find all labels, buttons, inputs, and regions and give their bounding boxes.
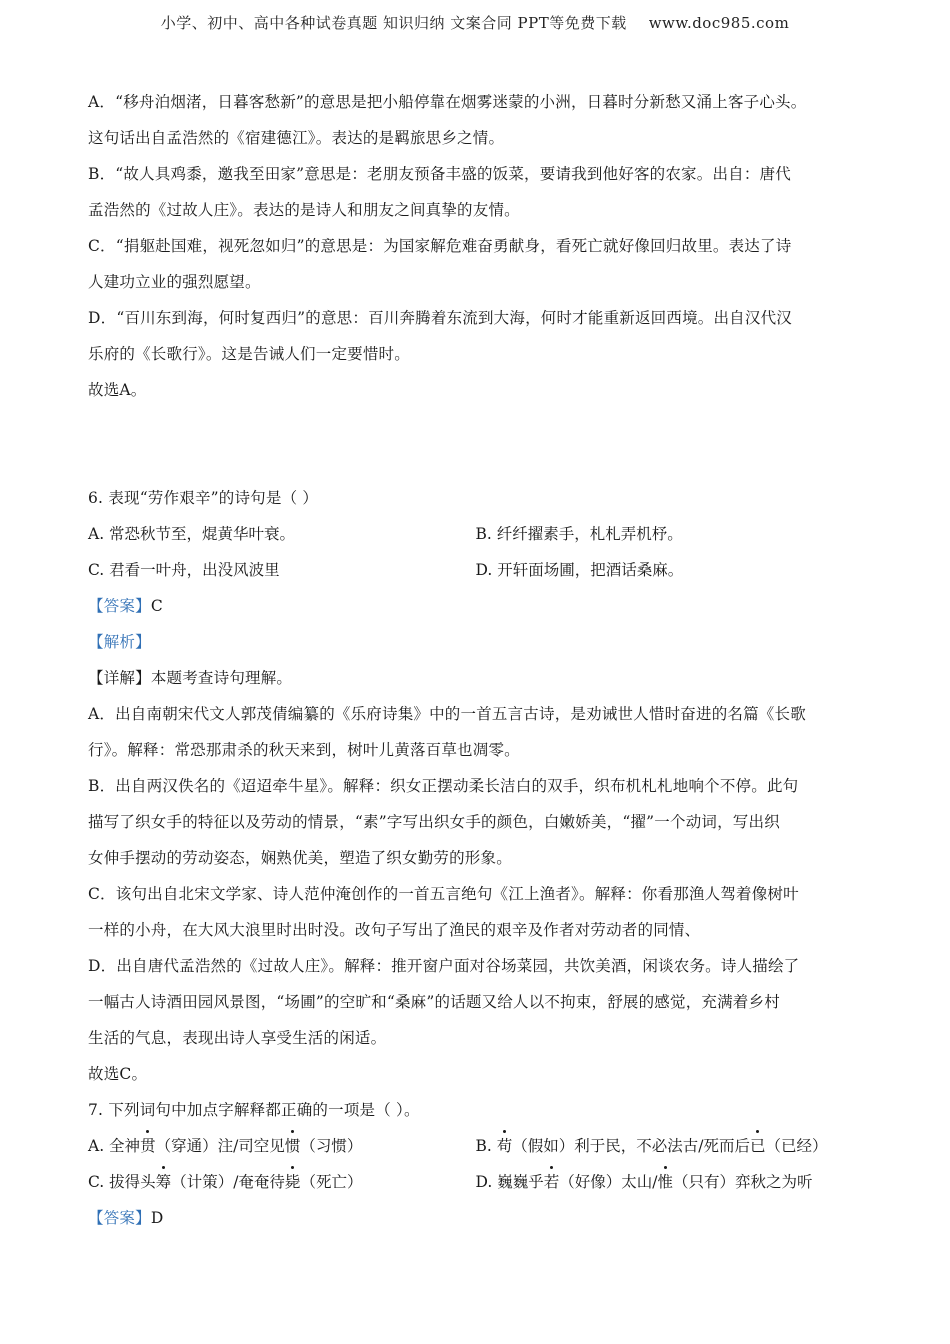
q7-option-a-prefix: A. 全神 [88, 1137, 141, 1155]
q6-options-row-2 [88, 552, 863, 588]
document-body [88, 84, 863, 1236]
page-header [0, 12, 950, 33]
q7-option-b [476, 1128, 864, 1164]
q7-option-a [88, 1128, 476, 1164]
prev-explanation-c-line1: C．“捐躯赴国难，视死忽如归”的意思是：为国家解危难奋勇献身，看死亡就好像回归故里。表达了诗 [88, 237, 792, 255]
q6-detail-b-line2: 描写了织女手的特征以及劳动的情景，“素”字写出织女手的颜色，白嫩娇美，“擢”一个动词，写出织 [88, 813, 780, 831]
q7-options-row-2 [88, 1164, 863, 1200]
q6-detail-d-line1: D．出自唐代孟浩然的《过故人庄》。解释：推开窗户面对谷场菜园，共饮美酒，闲谈农务。诗人描绘了 [88, 957, 800, 975]
q6-option-a: A. 常恐秋节至，焜黄华叶衰。 [88, 525, 296, 543]
q7-option-c-prefix: C. 拔得头 [88, 1173, 156, 1191]
header-site: www.doc985.com [648, 14, 790, 32]
q7-option-b-suffix: （已经） [765, 1137, 828, 1155]
q7-option-c-middle: （计策）/奄奄待 [171, 1173, 285, 1191]
prev-explanation-b-line1: B．“故人具鸡黍，邀我至田家”意思是：老朋友预备丰盛的饭菜，要请我到他好客的农家。出自：唐代 [88, 165, 791, 183]
q6-detail [88, 660, 863, 696]
q6-detail-tag: 【详解】 [88, 669, 151, 687]
prev-explanation-b-line2: 孟浩然的《过故人庄》。表达的是诗人和朋友之间真挚的友情。 [88, 201, 520, 219]
q6-answer-tag: 【答案】 [88, 597, 151, 615]
q7-option-b-dotted-char-2: 已 [750, 1128, 766, 1164]
q6-answer [88, 588, 863, 624]
prev-conclusion: 故选A。 [88, 381, 147, 399]
q6-answer-value: C [150, 597, 163, 615]
q7-option-b-prefix: B. [475, 1137, 497, 1155]
q7-options-row-1 [88, 1128, 863, 1164]
q6-option-c: C. 君看一叶舟，出没风波里 [88, 561, 280, 579]
q7-option-a-middle: （穿通）注/司空见 [155, 1137, 285, 1155]
q6-option-b: B. 纤纤擢素手，札札弄机杼。 [475, 525, 683, 543]
q6-options-row-1 [88, 516, 863, 552]
prev-explanation-d-line1: D．“百川东到海，何时复西归”的意思：百川奔腾着东流到大海，何时才能重新返回西境。出自汉代汉 [88, 309, 792, 327]
q6-stem: 6. 表现“劳作艰辛”的诗句是（ ） [88, 489, 319, 507]
q7-answer [88, 1200, 863, 1236]
q6-detail-d-line2: 一幅古人诗酒田园风景图，“场圃”的空旷和“桑麻”的话题又给人以不拘束，舒展的感觉，充满着乡村 [88, 993, 780, 1011]
q6-detail-c-line2: 一样的小舟，在大风大浪里时出时没。改句子写出了渔民的艰辛及作者对劳动者的同情、 [88, 921, 701, 939]
q7-option-c-dotted-char-1: 筹 [156, 1164, 172, 1200]
q7-option-c [88, 1164, 476, 1200]
q7-option-a-dotted-char-1: 贯 [140, 1128, 156, 1164]
q6-detail-a-line2: 行》。解释：常恐那肃杀的秋天来到，树叶儿黄落百草也凋零。 [88, 741, 520, 759]
prev-explanation-d-line2: 乐府的《长歌行》。这是告诫人们一定要惜时。 [88, 345, 410, 363]
q7-option-a-dotted-char-2: 惯 [285, 1128, 301, 1164]
prev-explanation-a-line1: A．“移舟泊烟渚，日暮客愁新”的意思是把小船停靠在烟雾迷蒙的小洲，日暮时分新愁又涌上客子心头。 [88, 93, 807, 111]
q7-option-d-dotted-char-2: 惟 [657, 1164, 673, 1200]
q6-analysis-tag: 【解析】 [88, 633, 151, 651]
q6-detail-d-line3: 生活的气息，表现出诗人享受生活的闲适。 [88, 1029, 387, 1047]
q7-option-d-suffix: （只有）弈秋之为听 [673, 1173, 813, 1191]
q7-option-c-dotted-char-2: 毙 [285, 1164, 301, 1200]
prev-explanation-a-line2: 这句话出自孟浩然的《宿建德江》。表达的是羁旅思乡之情。 [88, 129, 505, 147]
q7-answer-value: D [150, 1209, 164, 1227]
header-text: 小学、初中、高中各种试卷真题 知识归纳 文案合同 PPT等免费下载 [160, 14, 627, 32]
q7-option-c-suffix: （死亡） [300, 1173, 363, 1191]
q6-conclusion: 故选C。 [88, 1065, 148, 1083]
q7-option-d-dotted-char-1: 若 [544, 1164, 560, 1200]
q6-detail-b-line1: B．出自两汉佚名的《迢迢牵牛星》。解释：织女正摆动柔长洁白的双手，织布机札札地响个不停。此句 [88, 777, 799, 795]
q6-detail-c-line1: C．该句出自北宋文学家、诗人范仲淹创作的一首五言绝句《江上渔者》。解释：你看那渔人驾着像树叶 [88, 885, 799, 903]
q7-option-d [476, 1164, 864, 1200]
q7-answer-tag: 【答案】 [88, 1209, 151, 1227]
q7-option-d-middle: （好像）太山/ [559, 1173, 658, 1191]
q6-detail-a-line1: A．出自南朝宋代文人郭茂倩编纂的《乐府诗集》中的一首五言古诗，是劝诫世人惜时奋进的名篇《长歌 [88, 705, 806, 723]
prev-explanation-c-line2: 人建功立业的强烈愿望。 [88, 273, 261, 291]
q7-option-d-prefix: D. 巍巍乎 [475, 1173, 544, 1191]
q7-option-b-middle: （假如）利于民，不必法古/死而后 [512, 1137, 750, 1155]
q7-option-b-dotted-char-1: 苟 [497, 1128, 513, 1164]
q6-option-d: D. 开轩面场圃，把酒话桑麻。 [475, 561, 684, 579]
q6-detail-b-line3: 女伸手摆动的劳动姿态，娴熟优美，塑造了织女勤劳的形象。 [88, 849, 512, 867]
q7-option-a-suffix: （习惯） [300, 1137, 363, 1155]
q6-analysis [88, 624, 863, 660]
section-gap [88, 408, 863, 480]
q6-detail-intro: 本题考查诗句理解。 [150, 669, 293, 687]
q7-stem: 7. 下列词句中加点字解释都正确的一项是（ ）。 [88, 1101, 420, 1119]
